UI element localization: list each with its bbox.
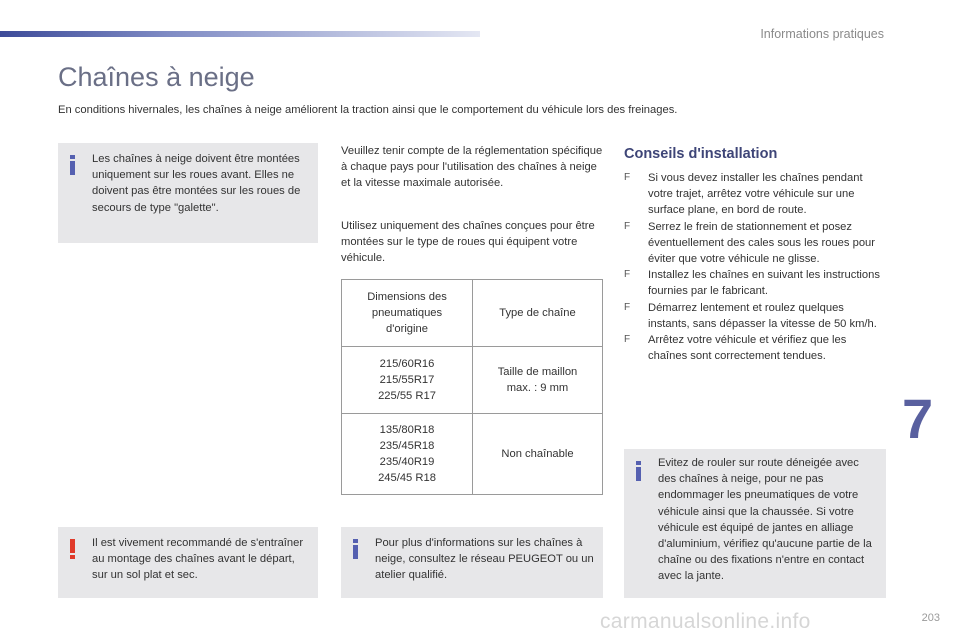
- info-icon: [353, 539, 358, 559]
- section-label: Informations pratiques: [760, 27, 884, 41]
- warning-note-text: Il est vivement recommandé de s'entraîner au montage des chaînes avant le départ, sur un sol plat et sec.: [92, 537, 304, 582]
- table-row: [342, 414, 603, 495]
- bullet-icon: F: [624, 301, 631, 313]
- intro-text: En conditions hivernales, les chaînes à neige améliorent la traction ainsi que le comportement du véhicule lors des freinages.: [58, 104, 678, 116]
- compatibility-text: Utilisez uniquement des chaînes conçues pour être montées sur le type de roues qui équipent votre véhicule.: [341, 220, 595, 265]
- list-item: F Serrez le frein de stationnement et posez éventuellement des cales sous les roues pour éviter que votre véhicule ne glisse.: [624, 220, 875, 266]
- list-item: F Démarrez lentement et roulez quelques instants, sans dépasser la vitesse de 50 km/h.: [624, 301, 877, 330]
- regulation-text: Veuillez tenir compte de la réglementation spécifique à chaque pays pour l'utilisation des chaînes à neige et la vitesse maximale autorisée.: [341, 145, 603, 190]
- table-header-chain-type: Type de chaîne: [473, 280, 603, 347]
- watermark: carmanualsonline.info: [600, 610, 811, 633]
- info-note-middle: [341, 527, 603, 598]
- info-icon: [70, 155, 75, 175]
- table-row: [342, 347, 603, 414]
- list-item: F Arrêtez votre véhicule et vérifiez que les chaînes sont correctement tendues.: [624, 334, 847, 363]
- installation-steps: [624, 170, 886, 364]
- warning-icon: [70, 539, 75, 559]
- table-cell-chain-type: Taille de maillon max. : 9 mm: [473, 347, 603, 414]
- page-number: 203: [921, 612, 940, 624]
- table-header-dimensions: Dimensions des pneumatiques d'origine: [342, 280, 473, 347]
- table-cell-chain-type: Non chaînable: [473, 414, 603, 495]
- bullet-icon: F: [624, 220, 631, 232]
- info-note-right-text: Evitez de rouler sur route déneigée avec des chaînes à neige, pour ne pas endommager les pneumatiques de votre véhicule ainsi que la chaussée. Si votre véhicule est équipé de jantes en alliage d'aluminium, vérifiez qu'aucune partie de la chaîne ou des fixations n'entre en contact avec la jante.: [658, 457, 872, 583]
- bullet-icon: F: [624, 269, 631, 281]
- table-cell-sizes: 135/80R18 235/45R18 235/40R19 245/45 R18: [342, 414, 473, 495]
- list-item: F Installez les chaînes en suivant les instructions fournies par le fabricant.: [624, 269, 880, 298]
- list-item: F Si vous devez installer les chaînes pendant votre trajet, arrêtez votre véhicule sur une surface plane, en bord de route.: [624, 172, 863, 217]
- chapter-number: 7: [902, 387, 934, 450]
- bullet-icon: F: [624, 172, 631, 183]
- info-icon: [636, 461, 641, 481]
- table-header-row: [342, 280, 603, 347]
- info-note-top-text: Les chaînes à neige doivent être montées uniquement sur les roues avant. Elles ne doivent pas être montées sur les roues de secours de type "galette".: [92, 153, 301, 214]
- bullet-icon: F: [624, 334, 631, 346]
- warning-note: [58, 527, 318, 598]
- info-note-middle-text: Pour plus d'informations sur les chaînes à neige, consultez le réseau PEUGEOT ou un atelier qualifié.: [375, 537, 594, 582]
- table-cell-sizes: 215/60R16 215/55R17 225/55 R17: [342, 347, 473, 414]
- page-title: Chaînes à neige: [58, 62, 255, 92]
- chain-size-table: [341, 279, 603, 495]
- header-accent-bar: [0, 31, 480, 37]
- info-note-top: [58, 143, 318, 243]
- info-note-right: [624, 449, 886, 598]
- installation-title: Conseils d'installation: [624, 146, 778, 162]
